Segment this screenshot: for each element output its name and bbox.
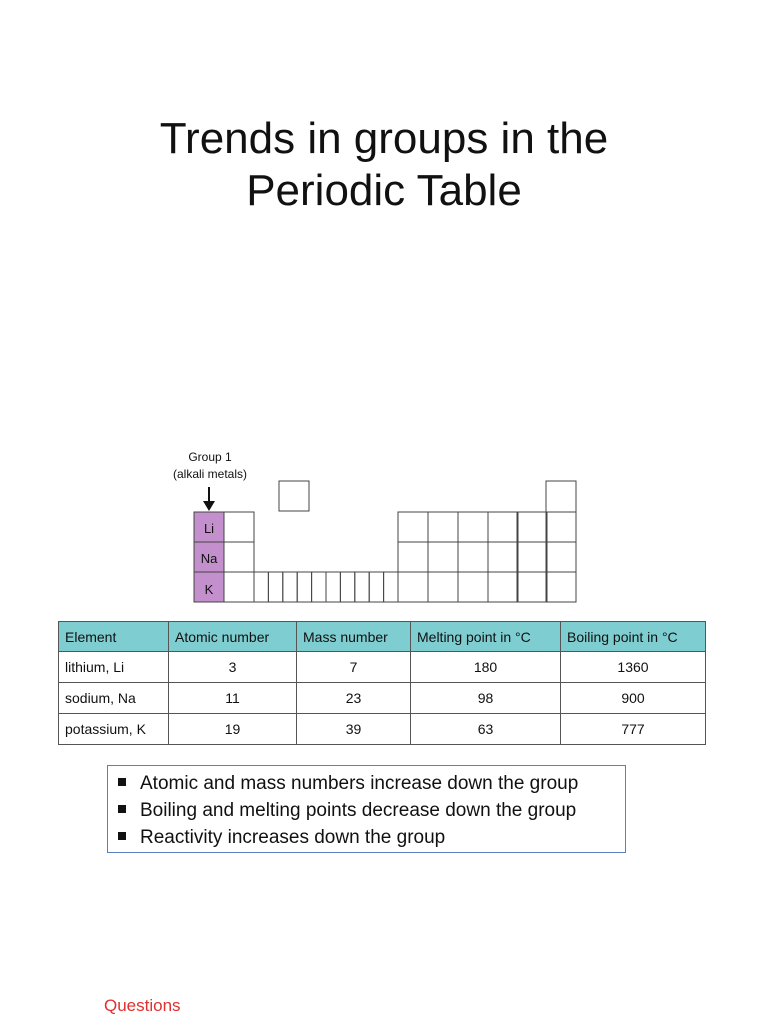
right-block-cell — [546, 572, 576, 602]
down-arrow-icon — [203, 487, 215, 511]
table-cell: 180 — [411, 652, 561, 683]
table-row — [59, 714, 706, 745]
square-bullet-icon — [118, 778, 126, 786]
helium-cell — [546, 481, 576, 512]
element-li: Li — [203, 521, 215, 536]
transition-metal-cell — [355, 572, 369, 602]
right-block-cell — [517, 512, 547, 542]
right-block-cell — [458, 542, 488, 572]
group-1-properties-table — [58, 621, 706, 745]
right-block-cell — [488, 572, 518, 602]
table-cell: sodium, Na — [59, 683, 169, 714]
hydrogen-cell — [279, 481, 309, 511]
transition-metal-cell — [297, 572, 311, 602]
right-block-cell — [458, 572, 488, 602]
right-block-cell — [488, 512, 518, 542]
right-block-cell — [428, 542, 458, 572]
right-block-cell — [517, 572, 547, 602]
element-k: K — [204, 582, 214, 597]
transition-metal-cell — [312, 572, 326, 602]
group-2-cell — [224, 512, 254, 542]
square-bullet-icon — [118, 805, 126, 813]
table-row — [59, 683, 706, 714]
table-cell: 900 — [561, 683, 706, 714]
element-na: Na — [200, 551, 218, 566]
column-header: Atomic number — [169, 622, 297, 652]
right-block-cell — [488, 542, 518, 572]
table-cell: potassium, K — [59, 714, 169, 745]
table-row — [59, 652, 706, 683]
table-header-row — [59, 622, 706, 652]
table-cell: lithium, Li — [59, 652, 169, 683]
column-header: Boiling point in °C — [561, 622, 706, 652]
summary-box — [107, 765, 626, 853]
list-item — [118, 824, 625, 851]
questions-link[interactable]: Questions — [104, 996, 181, 1015]
transition-metal-cell — [340, 572, 354, 602]
table-cell: 63 — [411, 714, 561, 745]
group-2-cell — [224, 542, 254, 572]
transition-metal-cell — [283, 572, 297, 602]
list-item — [118, 797, 625, 824]
table-cell: 98 — [411, 683, 561, 714]
column-header: Melting point in °C — [411, 622, 561, 652]
table-cell: 1360 — [561, 652, 706, 683]
right-block-cell — [428, 572, 458, 602]
group-label-line-2: (alkali metals) — [172, 467, 247, 481]
title-line-1: Trends in groups in the — [159, 114, 609, 163]
group-label-line-1: Group 1 — [188, 450, 232, 464]
column-header: Element — [59, 622, 169, 652]
list-item — [118, 770, 625, 797]
right-block-cell — [428, 512, 458, 542]
title-line-2: Periodic Table — [246, 166, 522, 215]
table-cell: 23 — [297, 683, 411, 714]
square-bullet-icon — [118, 832, 126, 840]
summary-point: Reactivity increases down the group — [140, 827, 446, 848]
right-block-cell — [546, 512, 576, 542]
table-cell: 19 — [169, 714, 297, 745]
table-cell: 39 — [297, 714, 411, 745]
right-block-cell — [398, 542, 428, 572]
table-cell: 11 — [169, 683, 297, 714]
table-cell: 7 — [297, 652, 411, 683]
transition-metal-cell — [268, 572, 282, 602]
right-block-cell — [517, 542, 547, 572]
column-header: Mass number — [297, 622, 411, 652]
right-block-cell — [458, 512, 488, 542]
right-block-cell — [398, 572, 428, 602]
group-2-cell — [224, 572, 254, 602]
summary-point: Boiling and melting points decrease down the group — [140, 800, 577, 821]
table-cell: 777 — [561, 714, 706, 745]
transition-metal-cell — [326, 572, 340, 602]
summary-point: Atomic and mass numbers increase down the group — [140, 773, 579, 794]
transition-metal-cell — [254, 572, 268, 602]
transition-metal-cell — [384, 572, 398, 602]
table-cell: 3 — [169, 652, 297, 683]
right-block-cell — [546, 542, 576, 572]
right-block-cell — [398, 512, 428, 542]
transition-metal-cell — [369, 572, 383, 602]
